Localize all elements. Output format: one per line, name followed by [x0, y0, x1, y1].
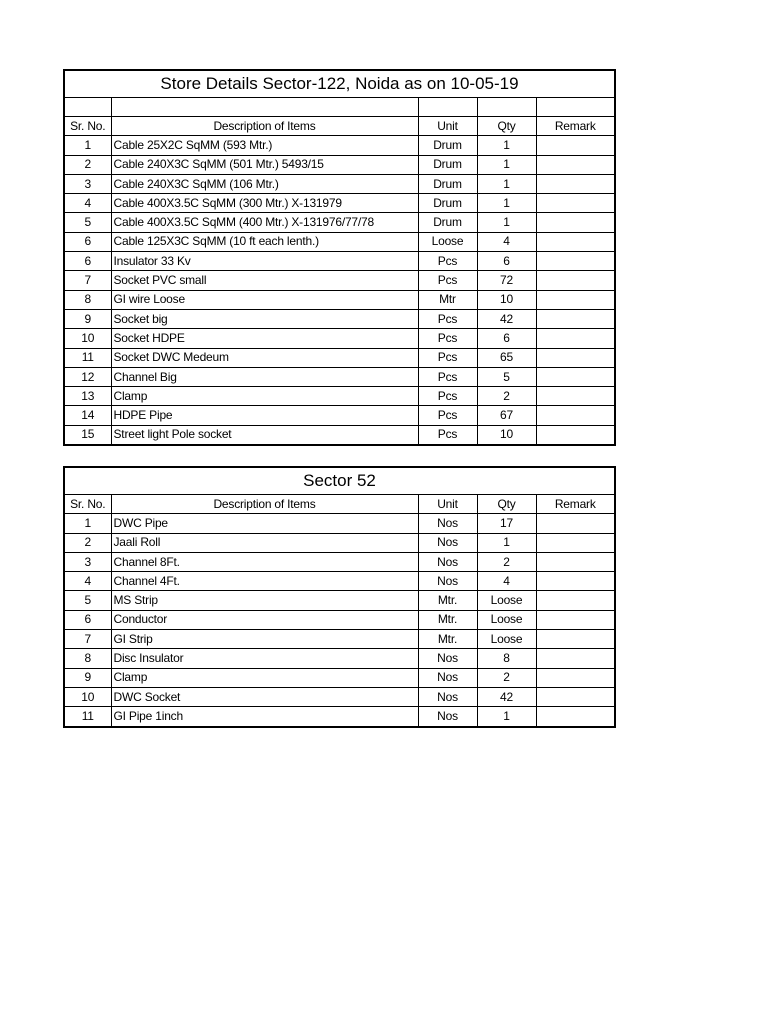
- cell-description: Cable 400X3.5C SqMM (400 Mtr.) X-131976/77/78: [111, 213, 418, 232]
- cell-unit: Mtr.: [418, 630, 477, 649]
- cell-description: Channel 8Ft.: [111, 552, 418, 571]
- cell-unit: Drum: [418, 136, 477, 155]
- table-row: [64, 348, 615, 367]
- cell-remark: [536, 367, 615, 386]
- cell-description: Jaali Roll: [111, 533, 418, 552]
- cell-description: Socket big: [111, 309, 418, 328]
- cell-qty: 1: [477, 213, 536, 232]
- cell-sr-no: 3: [64, 552, 111, 571]
- cell-qty: 65: [477, 348, 536, 367]
- cell-description: GI Strip: [111, 630, 418, 649]
- cell-remark: [536, 707, 615, 727]
- header-description: Description of Items: [111, 117, 418, 136]
- cell-sr-no: 3: [64, 174, 111, 193]
- cell-unit: Nos: [418, 533, 477, 552]
- blank-cell: [111, 98, 418, 117]
- cell-sr-no: 7: [64, 630, 111, 649]
- cell-unit: Drum: [418, 194, 477, 213]
- table-row: [64, 668, 615, 687]
- table-title-row: [64, 467, 615, 495]
- table-row: [64, 707, 615, 727]
- header-sr-no: Sr. No.: [64, 495, 111, 514]
- cell-sr-no: 5: [64, 213, 111, 232]
- cell-description: Cable 25X2C SqMM (593 Mtr.): [111, 136, 418, 155]
- cell-sr-no: 6: [64, 610, 111, 629]
- header-unit: Unit: [418, 495, 477, 514]
- cell-description: Channel 4Ft.: [111, 572, 418, 591]
- cell-qty: 2: [477, 668, 536, 687]
- cell-sr-no: 8: [64, 649, 111, 668]
- cell-qty: 1: [477, 707, 536, 727]
- table-row: [64, 136, 615, 155]
- table-row: [64, 271, 615, 290]
- cell-description: Cable 400X3.5C SqMM (300 Mtr.) X-131979: [111, 194, 418, 213]
- table-row: [64, 630, 615, 649]
- cell-qty: 6: [477, 329, 536, 348]
- header-row: [64, 495, 615, 514]
- cell-description: HDPE Pipe: [111, 406, 418, 425]
- table-row: [64, 329, 615, 348]
- cell-sr-no: 9: [64, 309, 111, 328]
- cell-unit: Pcs: [418, 309, 477, 328]
- table-title-row: [64, 70, 615, 98]
- cell-remark: [536, 533, 615, 552]
- cell-unit: Nos: [418, 687, 477, 706]
- cell-unit: Mtr.: [418, 591, 477, 610]
- cell-qty: Loose: [477, 591, 536, 610]
- cell-unit: Drum: [418, 213, 477, 232]
- cell-unit: Drum: [418, 174, 477, 193]
- cell-sr-no: 11: [64, 707, 111, 727]
- header-qty: Qty: [477, 117, 536, 136]
- cell-description: MS Strip: [111, 591, 418, 610]
- blank-cell: [418, 98, 477, 117]
- blank-cell: [64, 98, 111, 117]
- cell-remark: [536, 232, 615, 251]
- cell-unit: Nos: [418, 552, 477, 571]
- blank-cell: [477, 98, 536, 117]
- blank-cell: [536, 98, 615, 117]
- cell-unit: Pcs: [418, 425, 477, 445]
- cell-qty: 42: [477, 309, 536, 328]
- cell-unit: Pcs: [418, 252, 477, 271]
- cell-description: Street light Pole socket: [111, 425, 418, 445]
- table-row: [64, 290, 615, 309]
- cell-remark: [536, 610, 615, 629]
- cell-sr-no: 15: [64, 425, 111, 445]
- cell-sr-no: 6: [64, 232, 111, 251]
- table-row: [64, 514, 615, 533]
- table-row: [64, 232, 615, 251]
- cell-qty: 5: [477, 367, 536, 386]
- sector-122-table: [63, 69, 616, 446]
- header-remark: Remark: [536, 495, 615, 514]
- cell-description: Cable 240X3C SqMM (106 Mtr.): [111, 174, 418, 193]
- cell-unit: Drum: [418, 155, 477, 174]
- header-description: Description of Items: [111, 495, 418, 514]
- cell-description: DWC Pipe: [111, 514, 418, 533]
- header-row: [64, 117, 615, 136]
- cell-unit: Mtr.: [418, 610, 477, 629]
- cell-qty: 4: [477, 572, 536, 591]
- cell-sr-no: 8: [64, 290, 111, 309]
- cell-sr-no: 10: [64, 687, 111, 706]
- cell-remark: [536, 174, 615, 193]
- cell-qty: 72: [477, 271, 536, 290]
- cell-qty: Loose: [477, 630, 536, 649]
- table-row: [64, 155, 615, 174]
- header-unit: Unit: [418, 117, 477, 136]
- cell-description: Cable 125X3C SqMM (10 ft each lenth.): [111, 232, 418, 251]
- table-row: [64, 552, 615, 571]
- cell-qty: 10: [477, 425, 536, 445]
- cell-sr-no: 11: [64, 348, 111, 367]
- cell-sr-no: 1: [64, 514, 111, 533]
- cell-sr-no: 2: [64, 533, 111, 552]
- cell-qty: 6: [477, 252, 536, 271]
- cell-sr-no: 7: [64, 271, 111, 290]
- cell-description: Clamp: [111, 668, 418, 687]
- cell-remark: [536, 514, 615, 533]
- cell-remark: [536, 387, 615, 406]
- cell-sr-no: 12: [64, 367, 111, 386]
- cell-unit: Pcs: [418, 271, 477, 290]
- cell-remark: [536, 252, 615, 271]
- cell-sr-no: 10: [64, 329, 111, 348]
- cell-qty: 1: [477, 174, 536, 193]
- cell-qty: 2: [477, 387, 536, 406]
- table-row: [64, 572, 615, 591]
- table-row: [64, 649, 615, 668]
- cell-sr-no: 5: [64, 591, 111, 610]
- cell-description: Clamp: [111, 387, 418, 406]
- table-row: [64, 387, 615, 406]
- cell-qty: 17: [477, 514, 536, 533]
- cell-remark: [536, 194, 615, 213]
- cell-remark: [536, 406, 615, 425]
- cell-qty: 1: [477, 194, 536, 213]
- cell-description: GI Pipe 1inch: [111, 707, 418, 727]
- cell-sr-no: 13: [64, 387, 111, 406]
- cell-remark: [536, 572, 615, 591]
- cell-description: Socket HDPE: [111, 329, 418, 348]
- cell-unit: Nos: [418, 572, 477, 591]
- cell-description: Socket DWC Medeum: [111, 348, 418, 367]
- cell-description: Socket PVC small: [111, 271, 418, 290]
- header-sr-no: Sr. No.: [64, 117, 111, 136]
- table-row: [64, 213, 615, 232]
- cell-remark: [536, 136, 615, 155]
- cell-remark: [536, 309, 615, 328]
- sector-52-table: [63, 466, 616, 728]
- cell-description: GI wire Loose: [111, 290, 418, 309]
- cell-sr-no: 6: [64, 252, 111, 271]
- cell-remark: [536, 630, 615, 649]
- cell-unit: Loose: [418, 232, 477, 251]
- cell-qty: 2: [477, 552, 536, 571]
- table-row: [64, 687, 615, 706]
- cell-remark: [536, 348, 615, 367]
- cell-remark: [536, 213, 615, 232]
- cell-qty: 4: [477, 232, 536, 251]
- cell-qty: 42: [477, 687, 536, 706]
- cell-remark: [536, 329, 615, 348]
- cell-qty: Loose: [477, 610, 536, 629]
- cell-description: Disc Insulator: [111, 649, 418, 668]
- cell-remark: [536, 591, 615, 610]
- cell-unit: Pcs: [418, 367, 477, 386]
- cell-remark: [536, 649, 615, 668]
- cell-unit: Nos: [418, 514, 477, 533]
- cell-unit: Nos: [418, 668, 477, 687]
- cell-qty: 8: [477, 649, 536, 668]
- cell-sr-no: 9: [64, 668, 111, 687]
- header-qty: Qty: [477, 495, 536, 514]
- cell-sr-no: 14: [64, 406, 111, 425]
- cell-remark: [536, 668, 615, 687]
- table-row: [64, 194, 615, 213]
- cell-qty: 67: [477, 406, 536, 425]
- table-row: [64, 174, 615, 193]
- cell-description: Channel Big: [111, 367, 418, 386]
- cell-description: DWC Socket: [111, 687, 418, 706]
- table-row: [64, 406, 615, 425]
- cell-remark: [536, 271, 615, 290]
- table-row: [64, 367, 615, 386]
- table-row: [64, 309, 615, 328]
- table-row: [64, 591, 615, 610]
- cell-description: Insulator 33 Kv: [111, 252, 418, 271]
- blank-row: [64, 98, 615, 117]
- cell-unit: Nos: [418, 649, 477, 668]
- cell-unit: Pcs: [418, 329, 477, 348]
- cell-remark: [536, 290, 615, 309]
- cell-description: Cable 240X3C SqMM (501 Mtr.) 5493/15: [111, 155, 418, 174]
- cell-unit: Pcs: [418, 406, 477, 425]
- cell-sr-no: 4: [64, 194, 111, 213]
- cell-qty: 1: [477, 136, 536, 155]
- header-remark: Remark: [536, 117, 615, 136]
- cell-unit: Pcs: [418, 387, 477, 406]
- table-row: [64, 252, 615, 271]
- cell-remark: [536, 687, 615, 706]
- cell-unit: Mtr: [418, 290, 477, 309]
- sector-52-title: Sector 52: [64, 467, 615, 495]
- table-row: [64, 610, 615, 629]
- cell-remark: [536, 425, 615, 445]
- cell-qty: 1: [477, 155, 536, 174]
- cell-qty: 1: [477, 533, 536, 552]
- table-row: [64, 533, 615, 552]
- cell-remark: [536, 155, 615, 174]
- cell-sr-no: 2: [64, 155, 111, 174]
- cell-unit: Pcs: [418, 348, 477, 367]
- cell-description: Conductor: [111, 610, 418, 629]
- cell-qty: 10: [477, 290, 536, 309]
- sector-122-title: Store Details Sector-122, Noida as on 10-05-19: [64, 70, 615, 98]
- cell-remark: [536, 552, 615, 571]
- cell-unit: Nos: [418, 707, 477, 727]
- cell-sr-no: 4: [64, 572, 111, 591]
- cell-sr-no: 1: [64, 136, 111, 155]
- table-row: [64, 425, 615, 445]
